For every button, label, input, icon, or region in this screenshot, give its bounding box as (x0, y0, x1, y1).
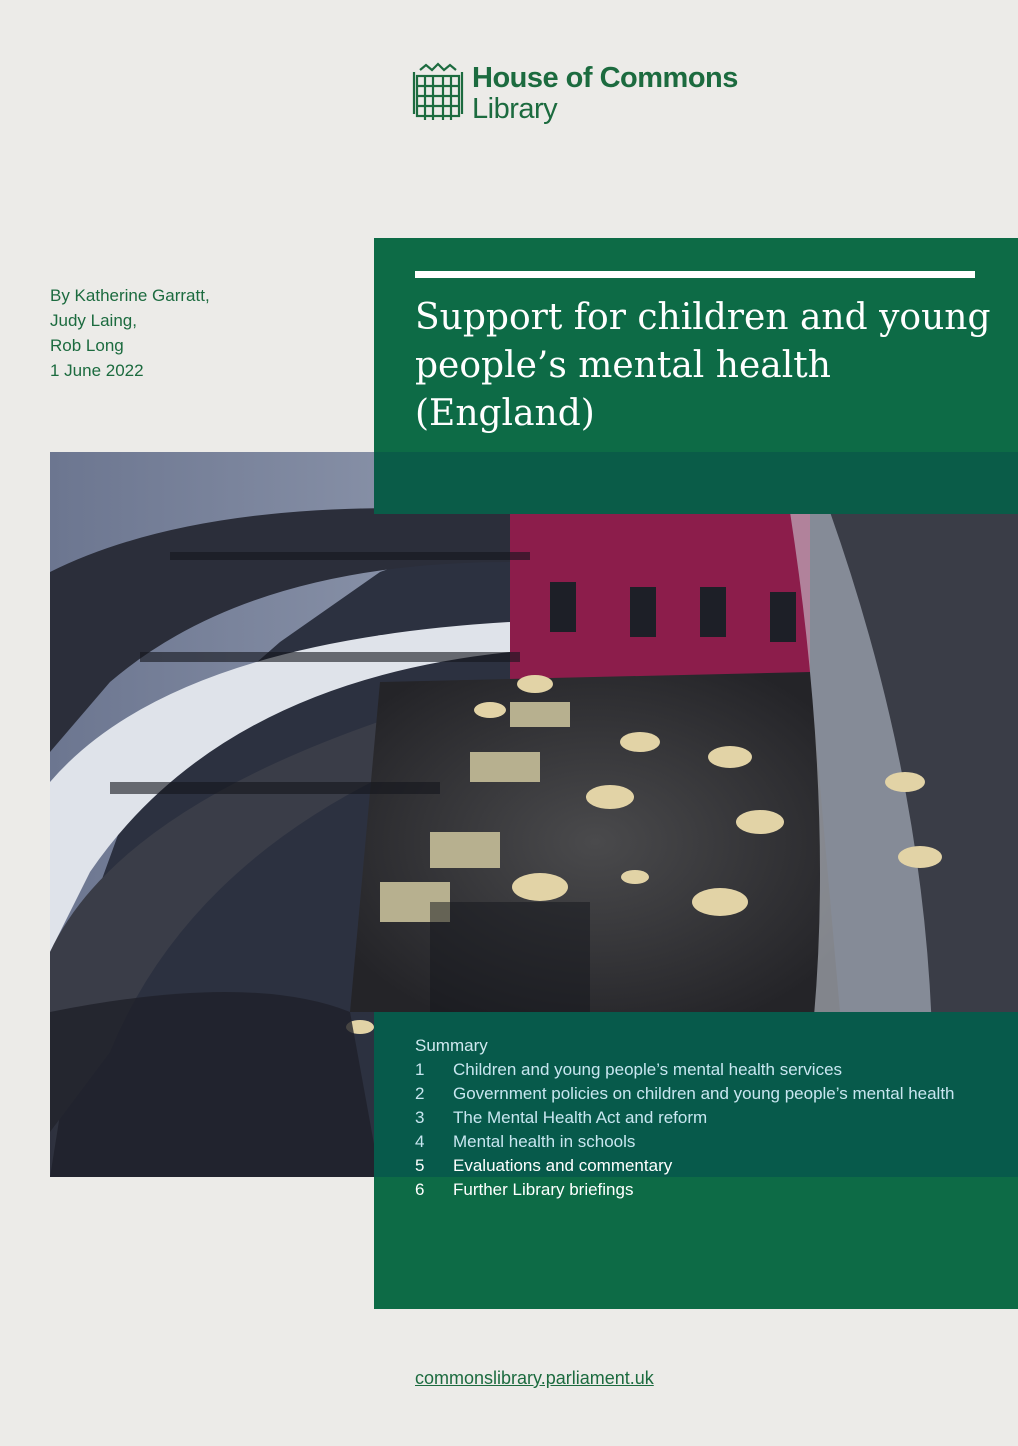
toc-label: Mental health in schools (453, 1132, 636, 1151)
toc-item-5[interactable] (415, 1154, 995, 1178)
author-2: Judy Laing, (50, 311, 137, 330)
toc-number: 4 (415, 1132, 425, 1151)
toc-label: Evaluations and commentary (453, 1156, 673, 1175)
house-of-commons-library-logo (412, 60, 742, 130)
report-title: Support for children and young people’s mental health (England) (415, 297, 991, 434)
toc-label: The Mental Health Act and reform (453, 1108, 708, 1127)
toc-item-1[interactable] (415, 1058, 995, 1082)
portcullis-icon (412, 62, 464, 122)
website-link[interactable]: commonslibrary.parliament.uk (415, 1368, 654, 1388)
toc-item-6[interactable] (415, 1178, 995, 1202)
toc-number: 6 (415, 1180, 425, 1199)
summary-heading[interactable]: Summary (415, 1036, 488, 1055)
toc-item-2[interactable] (415, 1082, 995, 1106)
toc-number: 3 (415, 1108, 425, 1127)
toc-number: 5 (415, 1156, 425, 1175)
title-divider (415, 271, 975, 278)
title-panel-photo-overlap (374, 452, 1018, 514)
toc-item-4[interactable] (415, 1130, 995, 1154)
toc-label: Further Library briefings (453, 1180, 634, 1199)
author-3: Rob Long (50, 336, 124, 355)
table-of-contents (415, 1034, 995, 1202)
author-block (50, 283, 210, 383)
publication-date: 1 June 2022 (50, 361, 144, 380)
toc-label: Government policies on children and young people’s mental health (453, 1084, 955, 1103)
author-1: By Katherine Garratt, (50, 286, 210, 305)
toc-number: 1 (415, 1060, 425, 1079)
logo-title: House of Commons (472, 62, 738, 94)
toc-number: 2 (415, 1084, 425, 1103)
toc-label: Children and young people’s mental health services (453, 1060, 843, 1079)
logo-subtitle: Library (472, 93, 558, 125)
toc-item-3[interactable] (415, 1106, 995, 1130)
